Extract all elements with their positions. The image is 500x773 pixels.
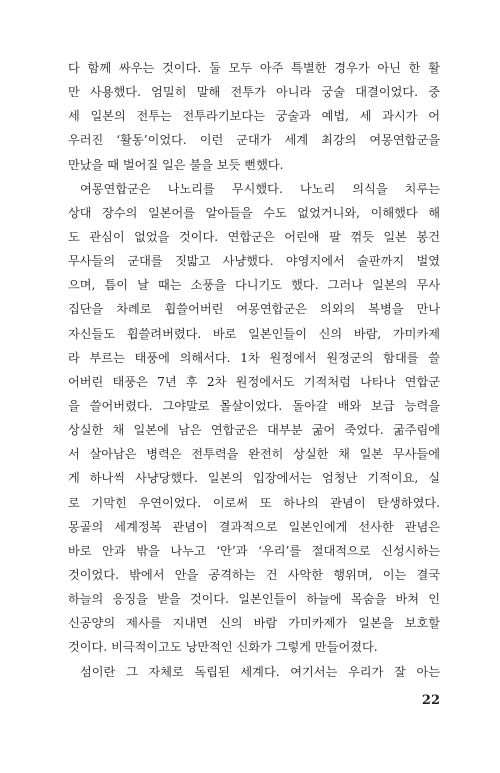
text-line: 서 살아남은 병력은 전투력을 완전히 상실한 채 일본 무사들에 [68, 447, 440, 462]
text-line: 다 함께 싸우는 것이다. 둘 모두 아주 특별한 경우가 아닌 한 활 [68, 61, 440, 75]
text-line: 을 쓸어버렸다. 그야말로 몰살이었다. 돌아갈 배와 보급 능력을 [68, 398, 440, 413]
text-line: 라 부르는 태풍에 의해서다. 1차 원정에서 원정군의 함대를 쓸 [68, 350, 440, 365]
text-line: 신공양의 제사를 지내면 신의 바람 가미카제가 일본을 보호할 [68, 616, 440, 631]
text-line: 어버린 태풍은 7년 후 2차 원정에서도 기적처럼 나타나 연합군 [68, 374, 440, 389]
page-number: 22 [421, 693, 440, 708]
text-line: 으며, 틈이 날 때는 소풍을 다니기도 했다. 그러나 일본의 무사 [68, 278, 440, 293]
text-line: 만 사용했다. 엄밀히 말해 전투가 아니라 궁술 대결이었다. 중 [68, 85, 440, 100]
text-line: 여몽연합군은 나노리를 무시했다. 나노리 의식을 치루는 [80, 181, 440, 196]
text-line: 하늘의 응징을 받을 것이다. 일본인들이 하늘에 목숨을 바쳐 인 [68, 592, 440, 607]
text-line: 무사들의 군대를 짓밟고 사냥했다. 야영지에서 술판까지 벌였 [68, 254, 440, 269]
text-line: 로 기막힌 우연이었다. 이로써 또 하나의 관념이 탄생하였다. [68, 495, 440, 510]
text-line: 것이다. 비극적이고도 낭만적인 신화가 그렇게 만들어졌다. [68, 640, 378, 655]
text-line: 것이었다. 밖에서 안을 공격하는 건 사악한 행위며, 이는 결국 [68, 567, 440, 582]
text-line: 자신들도 휩쓸려버렸다. 바로 일본인들이 신의 바람, 가미카제 [68, 326, 440, 341]
text-line: 바로 안과 밖을 나누고 ‘안’과 ‘우리’를 절대적으로 신성시하는 [68, 543, 440, 558]
text-line: 집단을 차례로 휩쓸어버린 여몽연합군은 의외의 복병을 만나 [68, 302, 440, 317]
text-line: 상실한 채 일본에 남은 연합군은 대부분 굶어 죽었다. 굶주림에 [68, 423, 440, 438]
text-line: 만났을 때 벌어질 일은 불을 보듯 뻔했다. [68, 157, 284, 172]
text-line: 섬이란 그 자체로 독립된 세계다. 여기서는 우리가 잘 아는 [80, 664, 440, 679]
text-line: 세 일본의 전투는 전투라기보다는 궁술과 예법, 세 과시가 어 [68, 109, 440, 124]
text-line: 상대 장수의 일본어를 알아들을 수도 없었거니와, 이해했다 해 [68, 205, 440, 220]
body-text [68, 56, 440, 684]
text-line: 우러진 ‘활동’이었다. 이런 군대가 세계 최강의 여몽연합군을 [68, 133, 440, 148]
text-line: 몽골의 세계정복 관념이 결과적으로 일본인에게 선사한 관념은 [68, 519, 440, 534]
text-line: 도 관심이 없었을 것이다. 연합군은 어린애 팔 꺾듯 일본 봉건 [68, 229, 440, 244]
text-line: 게 하나씩 사냥당했다. 일본의 입장에서는 엄청난 기적이요, 실 [68, 471, 440, 486]
